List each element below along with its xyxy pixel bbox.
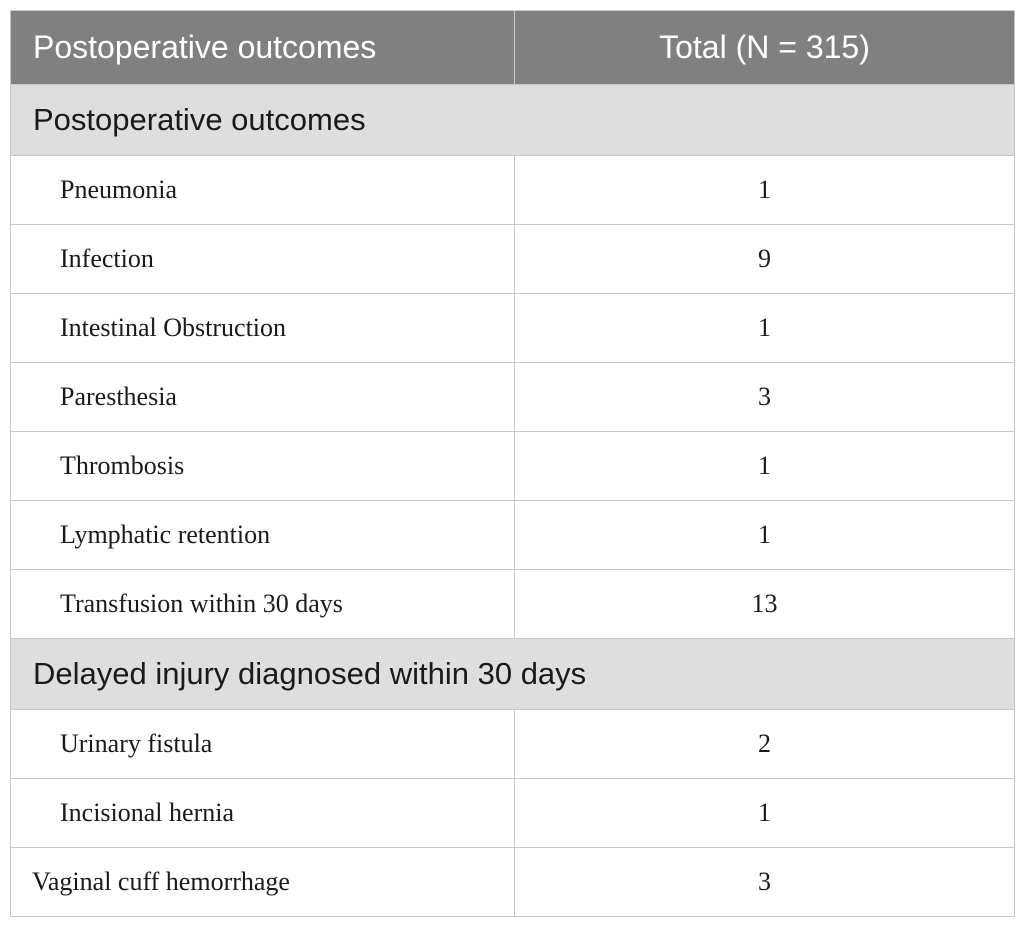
row-value: 1 [515,779,1015,848]
row-value: 13 [515,570,1015,639]
section-header-postoperative [11,85,1015,156]
table-row [11,779,1015,848]
row-label: Incisional hernia [11,779,515,848]
table-row [11,225,1015,294]
row-value: 3 [515,848,1015,917]
row-label: Thrombosis [11,432,515,501]
table-row [11,432,1015,501]
row-label: Lymphatic retention [11,501,515,570]
row-label: Urinary fistula [11,710,515,779]
row-label: Infection [11,225,515,294]
table-row [11,848,1015,917]
row-label: Vaginal cuff hemorrhage [11,848,515,917]
section-title: Delayed injury diagnosed within 30 days [11,639,1015,710]
outcomes-table [10,10,1015,917]
row-value: 1 [515,294,1015,363]
row-label: Pneumonia [11,156,515,225]
row-value: 2 [515,710,1015,779]
section-title: Postoperative outcomes [11,85,1015,156]
table-row [11,570,1015,639]
row-label: Transfusion within 30 days [11,570,515,639]
column-header-total: Total (N = 315) [515,11,1015,85]
table-row [11,294,1015,363]
table-header-row [11,11,1015,85]
section-header-delayed-injury [11,639,1015,710]
table-row [11,501,1015,570]
row-label: Paresthesia [11,363,515,432]
row-value: 1 [515,501,1015,570]
column-header-outcome: Postoperative outcomes [11,11,515,85]
row-value: 1 [515,432,1015,501]
table-row [11,710,1015,779]
table-row [11,363,1015,432]
row-value: 9 [515,225,1015,294]
table-row [11,156,1015,225]
row-value: 3 [515,363,1015,432]
row-label: Intestinal Obstruction [11,294,515,363]
row-value: 1 [515,156,1015,225]
